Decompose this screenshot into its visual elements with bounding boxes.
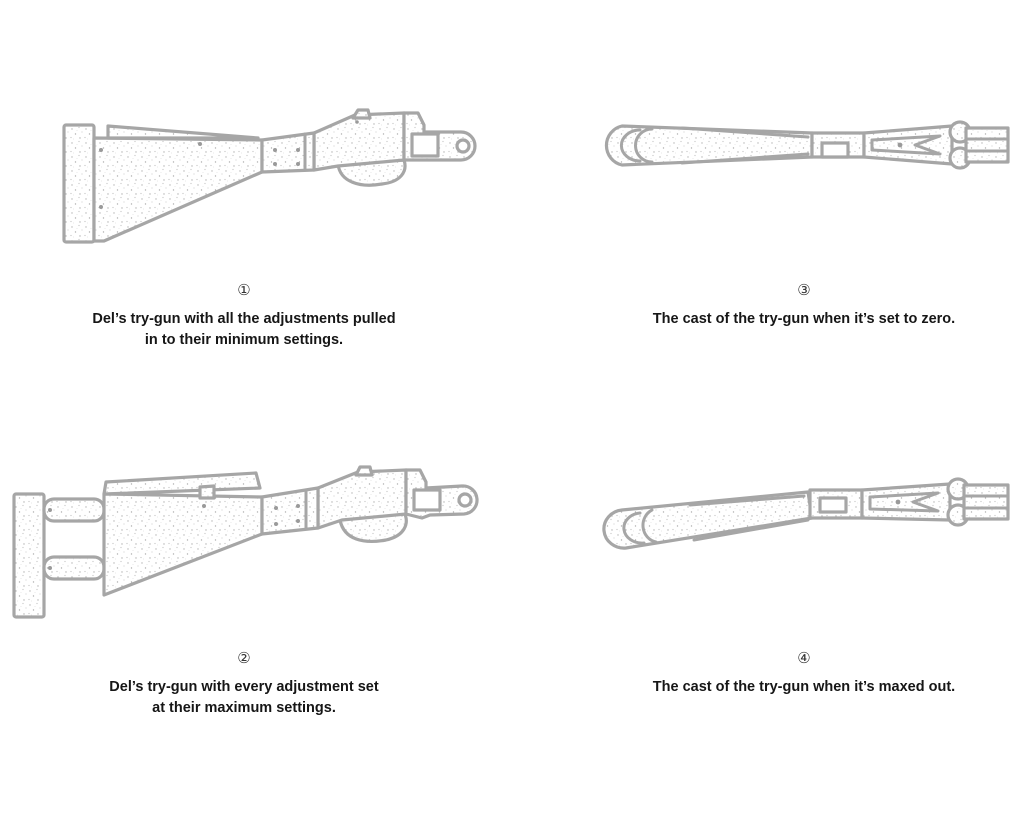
figure-2-try-gun-maximum [0, 455, 512, 635]
stock-top [604, 492, 812, 548]
butt-plate [64, 125, 94, 242]
extension-rod-top [44, 499, 104, 521]
caption-figure-4 [594, 650, 1014, 698]
stock-body [94, 138, 262, 241]
caption-figure-1 [44, 282, 444, 351]
caption-figure-3 [594, 282, 1014, 330]
comb-piece [108, 126, 258, 138]
try-gun-side-view-maximum [0, 455, 512, 635]
stock-body [104, 494, 262, 595]
figure-number: ③ [797, 282, 811, 299]
hammer [353, 110, 370, 118]
caption-line: Del’s try-gun with all the adjustments pulled [92, 311, 396, 327]
barrels-top [966, 128, 1008, 162]
butt-plate [14, 494, 44, 617]
frame-window [414, 490, 440, 510]
barrels-top [964, 485, 1008, 519]
caption-line: at their maximum settings. [152, 700, 336, 716]
figure-number: ④ [797, 650, 811, 667]
barrel-bore [457, 140, 469, 152]
figure-4-cast-maxed [590, 470, 1010, 560]
hammer [356, 467, 372, 475]
extension-rod-bottom [44, 557, 104, 579]
grip-window [822, 143, 848, 157]
figure-number: ② [237, 650, 251, 667]
figure-1-try-gun-minimum [0, 0, 512, 270]
caption-line: The cast of the try-gun when it’s set to zero. [652, 311, 956, 327]
barrel-bore [459, 494, 471, 506]
try-gun-top-view-zero [590, 110, 1010, 180]
grip-plate [262, 488, 318, 534]
grip-window [820, 498, 846, 512]
figure-3-cast-zero [590, 110, 1010, 180]
try-gun-side-view-minimum [0, 0, 512, 270]
comb-piece [104, 473, 260, 494]
caption-line: The cast of the try-gun when it’s maxed out. [652, 679, 956, 695]
figure-number: ① [237, 282, 251, 299]
stock-top [606, 126, 812, 165]
frame-window [412, 134, 438, 156]
caption-figure-2 [44, 650, 444, 719]
receiver-top [864, 126, 952, 164]
try-gun-top-view-maxed [590, 470, 1010, 560]
receiver-top [862, 484, 950, 520]
caption-line: Del’s try-gun with every adjustment set [109, 679, 379, 695]
caption-line: in to their minimum settings. [144, 332, 344, 348]
receiver [314, 113, 404, 170]
comb-post [200, 486, 214, 498]
